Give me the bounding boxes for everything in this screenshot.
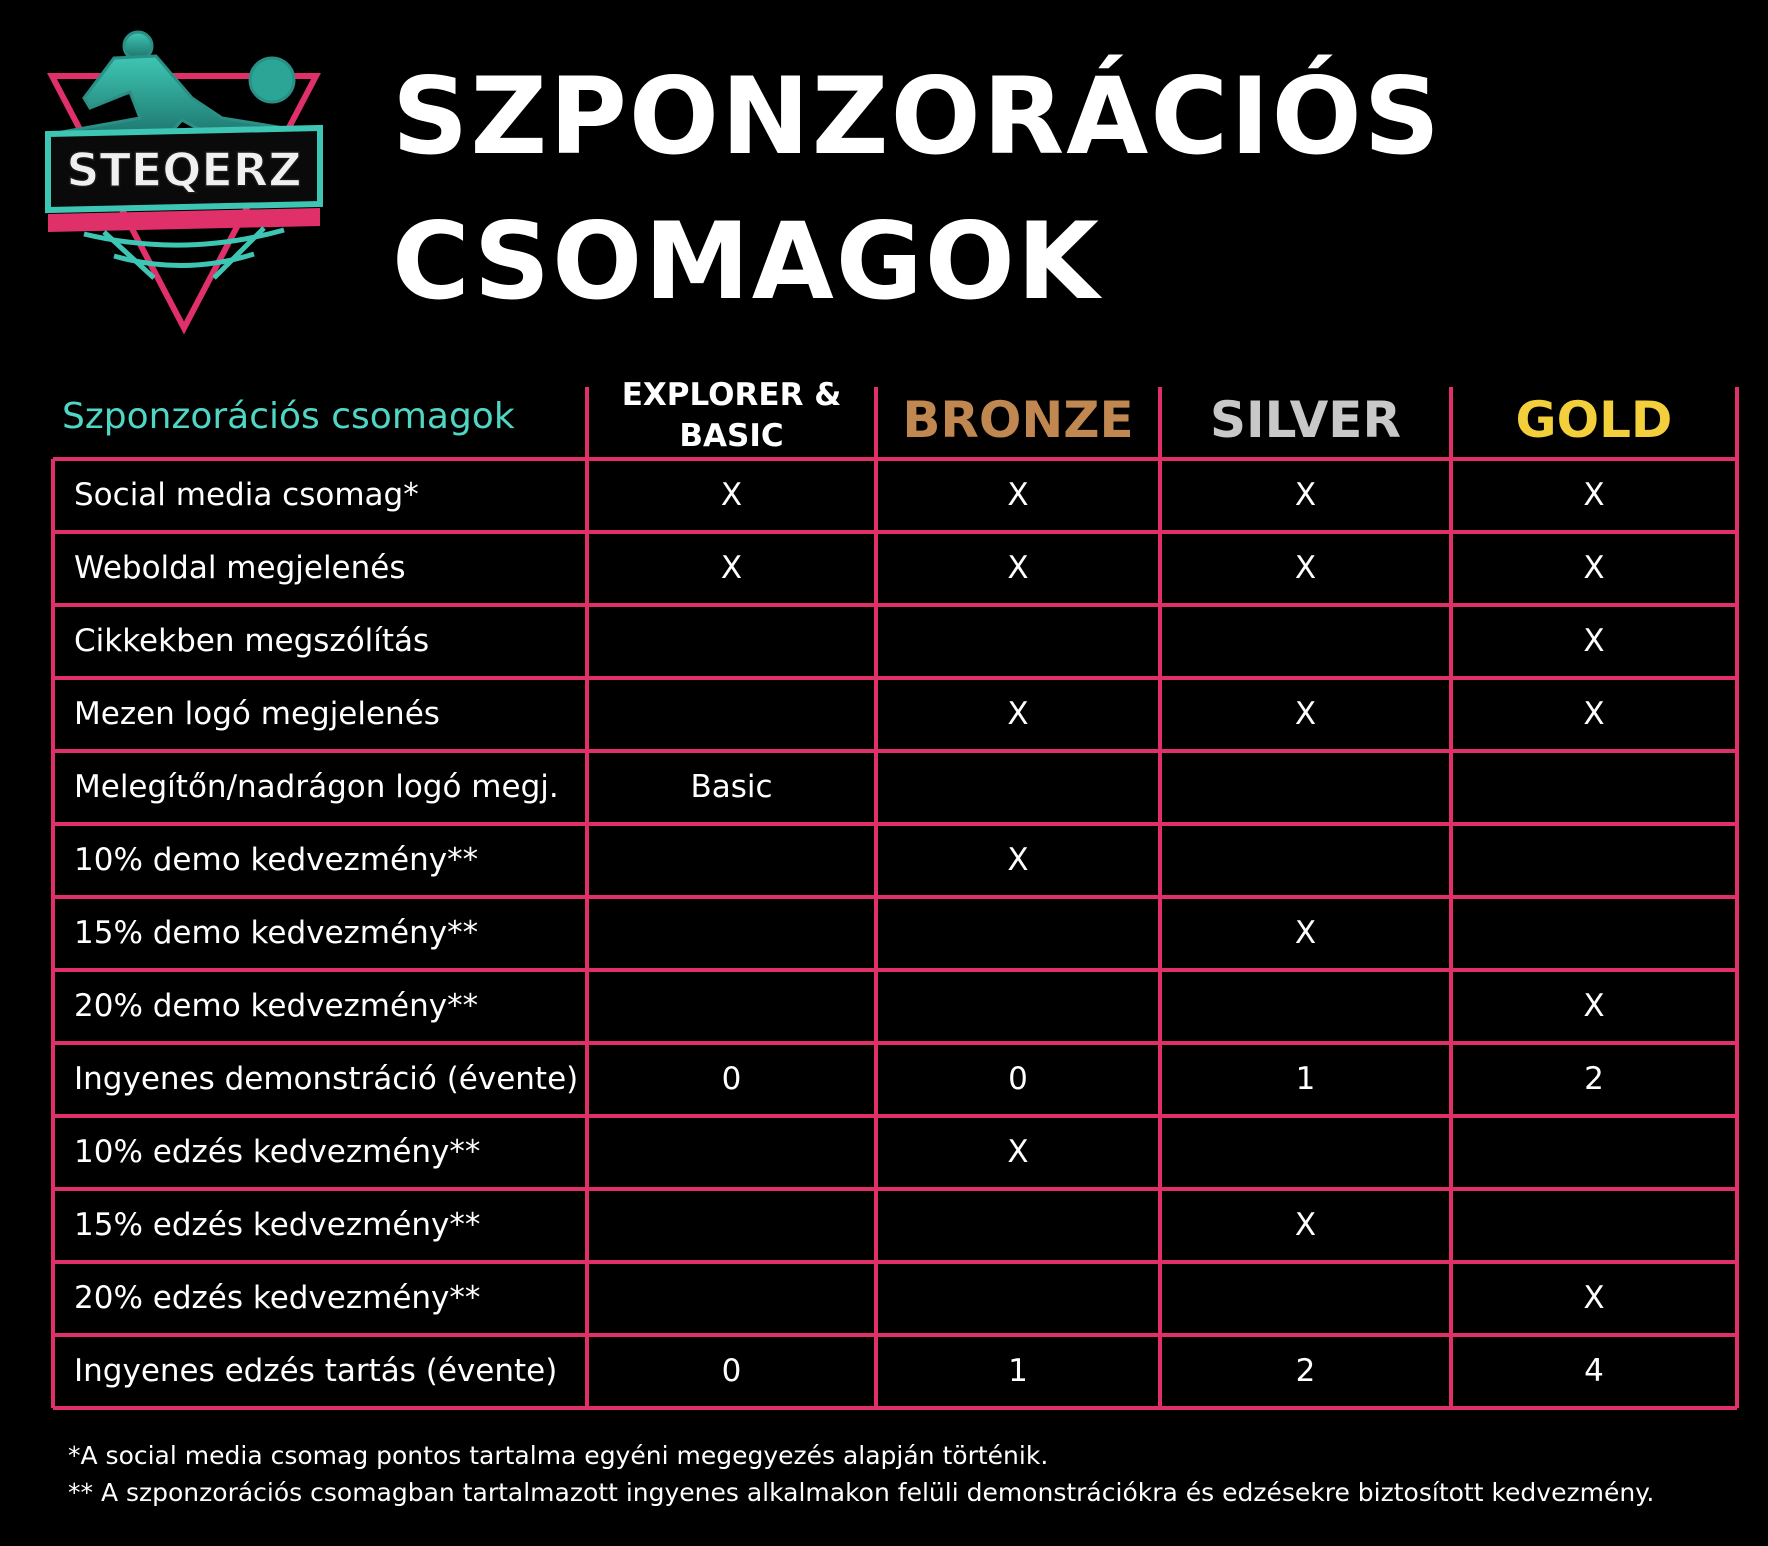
row-feature-label: Ingyenes edzés tartás (évente) bbox=[74, 1353, 558, 1389]
table-cell bbox=[587, 678, 876, 751]
table-cell bbox=[876, 1189, 1160, 1262]
row-feature-label: 10% edzés kedvezmény** bbox=[74, 1134, 481, 1170]
table-cell bbox=[1160, 970, 1451, 1043]
logo-text: STEQERZ bbox=[66, 143, 302, 197]
table-cell: 0 bbox=[1008, 1061, 1028, 1097]
table-cell bbox=[1160, 1116, 1451, 1189]
table-cell bbox=[1451, 897, 1737, 970]
row-feature-label: Ingyenes demonstráció (évente) bbox=[74, 1061, 579, 1097]
table-cell bbox=[587, 1189, 876, 1262]
table-cell: X bbox=[1583, 1280, 1605, 1316]
table-cell: X bbox=[1583, 550, 1605, 586]
row-feature-label: 15% edzés kedvezmény** bbox=[74, 1207, 481, 1243]
table-cell: X bbox=[1294, 1207, 1317, 1243]
table-cell bbox=[587, 1262, 876, 1335]
row-feature-label: Social media csomag* bbox=[74, 477, 419, 513]
table-cell: X bbox=[1007, 477, 1029, 513]
table-cell bbox=[587, 1116, 876, 1189]
table-cell bbox=[587, 897, 876, 970]
table-cell: 4 bbox=[1584, 1353, 1604, 1389]
table-cell: X bbox=[1583, 477, 1605, 513]
table-cell bbox=[587, 970, 876, 1043]
footnotes bbox=[68, 1437, 1654, 1511]
table-cell: X bbox=[1007, 696, 1029, 732]
table-cell: 2 bbox=[1295, 1353, 1316, 1389]
table-cell: X bbox=[1583, 696, 1605, 732]
table-cell: X bbox=[720, 550, 743, 586]
table-cell: Basic bbox=[690, 769, 773, 805]
table-cell bbox=[876, 605, 1160, 678]
table-cell: X bbox=[1007, 550, 1029, 586]
column-header-explorer bbox=[587, 375, 876, 457]
table-cell: 0 bbox=[721, 1353, 742, 1389]
row-feature-label: Weboldal megjelenés bbox=[74, 550, 406, 586]
table-header-label: Szponzorációs csomagok bbox=[62, 396, 515, 437]
table-cell: X bbox=[1007, 1134, 1029, 1170]
table-cell: 1 bbox=[1008, 1353, 1028, 1389]
table-cell bbox=[1451, 1116, 1737, 1189]
table-cell bbox=[1451, 1189, 1737, 1262]
table-cell: X bbox=[1294, 477, 1317, 513]
table-cell bbox=[1160, 824, 1451, 897]
table-cell: X bbox=[1583, 623, 1605, 659]
table-cell bbox=[876, 897, 1160, 970]
table-cell bbox=[587, 605, 876, 678]
row-feature-label: 20% edzés kedvezmény** bbox=[74, 1280, 481, 1316]
row-feature-label: Mezen logó megjelenés bbox=[74, 696, 440, 732]
column-header-bronze: BRONZE bbox=[902, 391, 1134, 449]
column-header-line-1: EXPLORER & bbox=[621, 377, 842, 413]
table-cell bbox=[587, 824, 876, 897]
row-feature-label: 20% demo kedvezmény** bbox=[74, 988, 479, 1024]
table-cell bbox=[876, 970, 1160, 1043]
table-cell bbox=[876, 751, 1160, 824]
table-cell bbox=[1160, 1262, 1451, 1335]
title-line-1: SZPONZORÁCIÓS bbox=[392, 55, 1443, 178]
title-line-2: CSOMAGOK bbox=[392, 200, 1101, 323]
table-cell bbox=[1160, 605, 1451, 678]
column-header-line-2: BASIC bbox=[679, 418, 784, 454]
footnote-2: ** A szponzorációs csomagban tartalmazott ingyenes alkalmakon felüli demonstrációkra és edzésekre biztosított kedvezmény. bbox=[68, 1478, 1655, 1507]
page-title bbox=[392, 44, 1442, 334]
table-cell: X bbox=[1294, 550, 1317, 586]
table-cell: X bbox=[1583, 988, 1605, 1024]
table-cell: 1 bbox=[1295, 1061, 1316, 1097]
footnote-1: *A social media csomag pontos tartalma egyéni megegyezés alapján történik. bbox=[68, 1441, 1049, 1470]
table-cell: X bbox=[720, 477, 743, 513]
table-cell bbox=[1451, 751, 1737, 824]
table-cell: X bbox=[1294, 696, 1317, 732]
table-cell: 0 bbox=[721, 1061, 742, 1097]
column-header-gold: GOLD bbox=[1515, 391, 1673, 449]
row-feature-label: Melegítőn/nadrágon logó megj. bbox=[74, 769, 559, 805]
table-cell: 2 bbox=[1584, 1061, 1604, 1097]
table-cell: X bbox=[1294, 915, 1317, 951]
row-feature-label: 15% demo kedvezmény** bbox=[74, 915, 479, 951]
row-feature-label: 10% demo kedvezmény** bbox=[74, 842, 479, 878]
table-cell bbox=[1451, 824, 1737, 897]
table-cell bbox=[876, 1262, 1160, 1335]
table-cell bbox=[1160, 751, 1451, 824]
steqerz-logo bbox=[44, 28, 324, 338]
row-feature-label: Cikkekben megszólítás bbox=[74, 623, 430, 659]
table-cell: X bbox=[1007, 842, 1029, 878]
column-header-silver: SILVER bbox=[1210, 391, 1401, 449]
